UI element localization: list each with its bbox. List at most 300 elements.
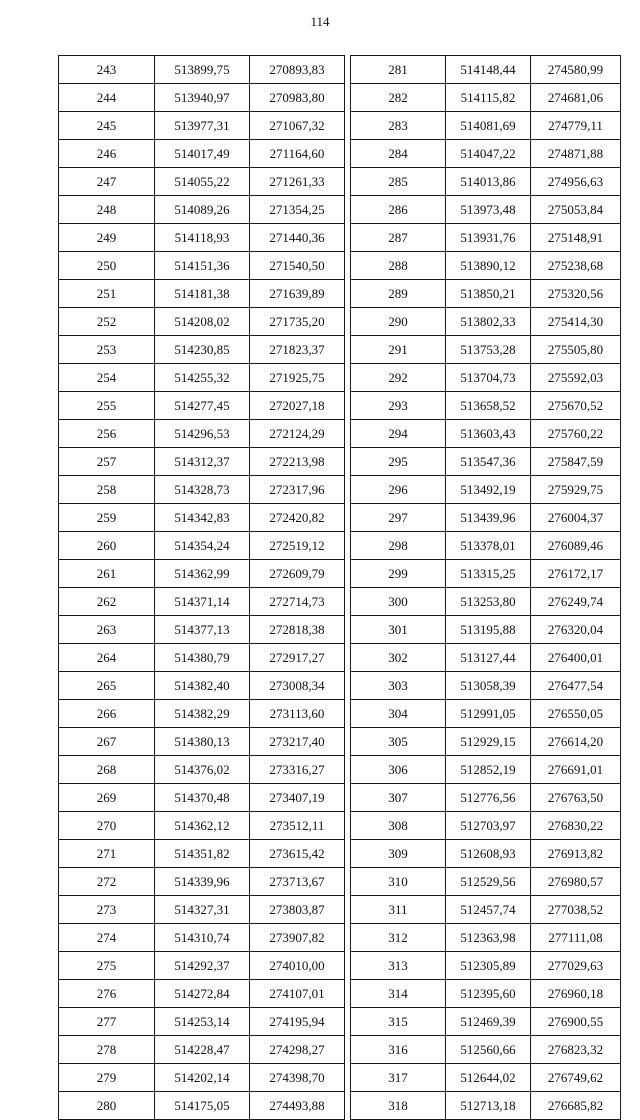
x-coordinate-cell: 513753,28	[446, 336, 531, 364]
x-coordinate-cell: 514255,32	[155, 364, 250, 392]
x-coordinate-cell: 513378,01	[446, 532, 531, 560]
x-coordinate-cell: 512469,39	[446, 1008, 531, 1036]
table-row	[351, 952, 621, 980]
point-number-cell: 275	[59, 952, 155, 980]
y-coordinate-cell: 271540,50	[250, 252, 345, 280]
y-coordinate-cell: 276320,04	[531, 616, 621, 644]
x-coordinate-cell: 514228,47	[155, 1036, 250, 1064]
coordinates-table-left	[58, 55, 345, 1120]
y-coordinate-cell: 276614,20	[531, 728, 621, 756]
point-number-cell: 258	[59, 476, 155, 504]
table-row	[59, 672, 345, 700]
x-coordinate-cell: 514115,82	[446, 84, 531, 112]
y-coordinate-cell: 276749,62	[531, 1064, 621, 1092]
x-coordinate-cell: 513195,88	[446, 616, 531, 644]
table-row	[351, 448, 621, 476]
point-number-cell: 248	[59, 196, 155, 224]
y-coordinate-cell: 274956,63	[531, 168, 621, 196]
table-row	[351, 476, 621, 504]
y-coordinate-cell: 275847,59	[531, 448, 621, 476]
point-number-cell: 285	[351, 168, 446, 196]
table-row	[351, 812, 621, 840]
x-coordinate-cell: 514312,37	[155, 448, 250, 476]
point-number-cell: 282	[351, 84, 446, 112]
point-number-cell: 302	[351, 644, 446, 672]
y-coordinate-cell: 272124,29	[250, 420, 345, 448]
x-coordinate-cell: 514380,13	[155, 728, 250, 756]
y-coordinate-cell: 274580,99	[531, 56, 621, 84]
table-row	[59, 616, 345, 644]
table-row	[59, 364, 345, 392]
table-row	[59, 868, 345, 896]
table-row	[351, 672, 621, 700]
x-coordinate-cell: 514328,73	[155, 476, 250, 504]
y-coordinate-cell: 273615,42	[250, 840, 345, 868]
table-row	[351, 280, 621, 308]
point-number-cell: 246	[59, 140, 155, 168]
x-coordinate-cell: 514362,99	[155, 560, 250, 588]
point-number-cell: 249	[59, 224, 155, 252]
point-number-cell: 316	[351, 1036, 446, 1064]
table-row	[59, 84, 345, 112]
page-number: 114	[310, 14, 330, 29]
y-coordinate-cell: 274493,88	[250, 1092, 345, 1120]
table-row	[59, 980, 345, 1008]
point-number-cell: 311	[351, 896, 446, 924]
point-number-cell: 290	[351, 308, 446, 336]
y-coordinate-cell: 276763,50	[531, 784, 621, 812]
point-number-cell: 293	[351, 392, 446, 420]
x-coordinate-cell: 513850,21	[446, 280, 531, 308]
point-number-cell: 261	[59, 560, 155, 588]
table-row	[351, 1008, 621, 1036]
point-number-cell: 284	[351, 140, 446, 168]
y-coordinate-cell: 273113,60	[250, 700, 345, 728]
x-coordinate-cell: 512457,74	[446, 896, 531, 924]
x-coordinate-cell: 514354,24	[155, 532, 250, 560]
table-row	[351, 868, 621, 896]
point-number-cell: 305	[351, 728, 446, 756]
table-row	[351, 980, 621, 1008]
table-row	[59, 420, 345, 448]
table-row	[59, 784, 345, 812]
table-row	[351, 420, 621, 448]
point-number-cell: 308	[351, 812, 446, 840]
x-coordinate-cell: 514376,02	[155, 756, 250, 784]
x-coordinate-cell: 512363,98	[446, 924, 531, 952]
point-number-cell: 274	[59, 924, 155, 952]
y-coordinate-cell: 274195,94	[250, 1008, 345, 1036]
table-row	[351, 728, 621, 756]
y-coordinate-cell: 276685,82	[531, 1092, 621, 1120]
point-number-cell: 244	[59, 84, 155, 112]
y-coordinate-cell: 271440,36	[250, 224, 345, 252]
table-row	[351, 840, 621, 868]
x-coordinate-cell: 514339,96	[155, 868, 250, 896]
y-coordinate-cell: 271354,25	[250, 196, 345, 224]
x-coordinate-cell: 512776,56	[446, 784, 531, 812]
x-coordinate-cell: 514382,40	[155, 672, 250, 700]
table-row	[59, 1064, 345, 1092]
table-row	[351, 924, 621, 952]
x-coordinate-cell: 512991,05	[446, 700, 531, 728]
point-number-cell: 255	[59, 392, 155, 420]
table-row	[59, 756, 345, 784]
x-coordinate-cell: 512713,18	[446, 1092, 531, 1120]
y-coordinate-cell: 275148,91	[531, 224, 621, 252]
table-row	[351, 616, 621, 644]
x-coordinate-cell: 514327,31	[155, 896, 250, 924]
y-coordinate-cell: 276830,22	[531, 812, 621, 840]
point-number-cell: 303	[351, 672, 446, 700]
x-coordinate-cell: 514055,22	[155, 168, 250, 196]
table-row	[59, 448, 345, 476]
point-number-cell: 247	[59, 168, 155, 196]
y-coordinate-cell: 274871,88	[531, 140, 621, 168]
y-coordinate-cell: 271735,20	[250, 308, 345, 336]
y-coordinate-cell: 275592,03	[531, 364, 621, 392]
y-coordinate-cell: 273316,27	[250, 756, 345, 784]
x-coordinate-cell: 512608,93	[446, 840, 531, 868]
y-coordinate-cell: 277111,08	[531, 924, 621, 952]
x-coordinate-cell: 514382,29	[155, 700, 250, 728]
y-coordinate-cell: 270893,83	[250, 56, 345, 84]
x-coordinate-cell: 514175,05	[155, 1092, 250, 1120]
point-number-cell: 269	[59, 784, 155, 812]
point-number-cell: 264	[59, 644, 155, 672]
point-number-cell: 313	[351, 952, 446, 980]
table-row	[59, 924, 345, 952]
point-number-cell: 295	[351, 448, 446, 476]
table-row	[59, 252, 345, 280]
point-number-cell: 251	[59, 280, 155, 308]
point-number-cell: 250	[59, 252, 155, 280]
table-row	[59, 504, 345, 532]
table-row	[59, 532, 345, 560]
point-number-cell: 310	[351, 868, 446, 896]
table-row	[59, 728, 345, 756]
y-coordinate-cell: 272420,82	[250, 504, 345, 532]
table-row	[351, 168, 621, 196]
x-coordinate-cell: 514148,44	[446, 56, 531, 84]
y-coordinate-cell: 275929,75	[531, 476, 621, 504]
x-coordinate-cell: 514230,85	[155, 336, 250, 364]
table-row	[351, 84, 621, 112]
y-coordinate-cell: 276249,74	[531, 588, 621, 616]
table-row	[351, 644, 621, 672]
x-coordinate-cell: 513802,33	[446, 308, 531, 336]
y-coordinate-cell: 273713,67	[250, 868, 345, 896]
x-coordinate-cell: 514253,14	[155, 1008, 250, 1036]
y-coordinate-cell: 275053,84	[531, 196, 621, 224]
point-number-cell: 266	[59, 700, 155, 728]
x-coordinate-cell: 512703,97	[446, 812, 531, 840]
x-coordinate-cell: 513940,97	[155, 84, 250, 112]
point-number-cell: 296	[351, 476, 446, 504]
point-number-cell: 253	[59, 336, 155, 364]
x-coordinate-cell: 514362,12	[155, 812, 250, 840]
point-number-cell: 270	[59, 812, 155, 840]
point-number-cell: 243	[59, 56, 155, 84]
table-row	[59, 560, 345, 588]
point-number-cell: 271	[59, 840, 155, 868]
point-number-cell: 278	[59, 1036, 155, 1064]
y-coordinate-cell: 271639,89	[250, 280, 345, 308]
point-number-cell: 268	[59, 756, 155, 784]
point-number-cell: 297	[351, 504, 446, 532]
x-coordinate-cell: 514296,53	[155, 420, 250, 448]
y-coordinate-cell: 275320,56	[531, 280, 621, 308]
table-row	[351, 700, 621, 728]
y-coordinate-cell: 271164,60	[250, 140, 345, 168]
x-coordinate-cell: 512305,89	[446, 952, 531, 980]
x-coordinate-cell: 513931,76	[446, 224, 531, 252]
x-coordinate-cell: 514118,93	[155, 224, 250, 252]
x-coordinate-cell: 514272,84	[155, 980, 250, 1008]
table-row	[351, 504, 621, 532]
x-coordinate-cell: 513253,80	[446, 588, 531, 616]
y-coordinate-cell: 272317,96	[250, 476, 345, 504]
table-row	[59, 308, 345, 336]
y-coordinate-cell: 271823,37	[250, 336, 345, 364]
point-number-cell: 260	[59, 532, 155, 560]
table-row	[351, 252, 621, 280]
x-coordinate-cell: 513127,44	[446, 644, 531, 672]
y-coordinate-cell: 272213,98	[250, 448, 345, 476]
x-coordinate-cell: 514081,69	[446, 112, 531, 140]
point-number-cell: 256	[59, 420, 155, 448]
table-row	[59, 840, 345, 868]
x-coordinate-cell: 513492,19	[446, 476, 531, 504]
table-row	[351, 1092, 621, 1120]
x-coordinate-cell: 513058,39	[446, 672, 531, 700]
y-coordinate-cell: 276477,54	[531, 672, 621, 700]
x-coordinate-cell: 514089,26	[155, 196, 250, 224]
x-coordinate-cell: 513547,36	[446, 448, 531, 476]
table-row	[351, 196, 621, 224]
table-row	[59, 168, 345, 196]
point-number-cell: 277	[59, 1008, 155, 1036]
table-row	[351, 336, 621, 364]
y-coordinate-cell: 276400,01	[531, 644, 621, 672]
y-coordinate-cell: 276172,17	[531, 560, 621, 588]
table-row	[59, 112, 345, 140]
y-coordinate-cell: 276960,18	[531, 980, 621, 1008]
x-coordinate-cell: 514351,82	[155, 840, 250, 868]
table-row	[59, 140, 345, 168]
point-number-cell: 259	[59, 504, 155, 532]
point-number-cell: 291	[351, 336, 446, 364]
x-coordinate-cell: 513899,75	[155, 56, 250, 84]
point-number-cell: 312	[351, 924, 446, 952]
point-number-cell: 263	[59, 616, 155, 644]
y-coordinate-cell: 275238,68	[531, 252, 621, 280]
y-coordinate-cell: 276980,57	[531, 868, 621, 896]
y-coordinate-cell: 276913,82	[531, 840, 621, 868]
table-row	[59, 56, 345, 84]
x-coordinate-cell: 514013,86	[446, 168, 531, 196]
table-row	[351, 560, 621, 588]
y-coordinate-cell: 275505,80	[531, 336, 621, 364]
y-coordinate-cell: 272519,12	[250, 532, 345, 560]
y-coordinate-cell: 275760,22	[531, 420, 621, 448]
y-coordinate-cell: 274681,06	[531, 84, 621, 112]
point-number-cell: 299	[351, 560, 446, 588]
point-number-cell: 257	[59, 448, 155, 476]
point-number-cell: 281	[351, 56, 446, 84]
table-row	[351, 364, 621, 392]
x-coordinate-cell: 514371,14	[155, 588, 250, 616]
x-coordinate-cell: 514202,14	[155, 1064, 250, 1092]
x-coordinate-cell: 512560,66	[446, 1036, 531, 1064]
point-number-cell: 304	[351, 700, 446, 728]
point-number-cell: 273	[59, 896, 155, 924]
table-row	[59, 336, 345, 364]
point-number-cell: 307	[351, 784, 446, 812]
y-coordinate-cell: 276550,05	[531, 700, 621, 728]
point-number-cell: 280	[59, 1092, 155, 1120]
point-number-cell: 267	[59, 728, 155, 756]
table-row	[351, 56, 621, 84]
x-coordinate-cell: 512852,19	[446, 756, 531, 784]
y-coordinate-cell: 272714,73	[250, 588, 345, 616]
y-coordinate-cell: 276004,37	[531, 504, 621, 532]
table-row	[59, 476, 345, 504]
point-number-cell: 301	[351, 616, 446, 644]
x-coordinate-cell: 514342,83	[155, 504, 250, 532]
table-row	[351, 308, 621, 336]
table-row	[351, 588, 621, 616]
point-number-cell: 283	[351, 112, 446, 140]
point-number-cell: 279	[59, 1064, 155, 1092]
table-row	[59, 700, 345, 728]
table-row	[351, 140, 621, 168]
point-number-cell: 262	[59, 588, 155, 616]
point-number-cell: 276	[59, 980, 155, 1008]
point-number-cell: 306	[351, 756, 446, 784]
y-coordinate-cell: 276089,46	[531, 532, 621, 560]
y-coordinate-cell: 274779,11	[531, 112, 621, 140]
table-row	[59, 392, 345, 420]
x-coordinate-cell: 512529,56	[446, 868, 531, 896]
y-coordinate-cell: 272027,18	[250, 392, 345, 420]
point-number-cell: 309	[351, 840, 446, 868]
y-coordinate-cell: 273512,11	[250, 812, 345, 840]
table-row	[351, 1036, 621, 1064]
y-coordinate-cell: 276900,55	[531, 1008, 621, 1036]
point-number-cell: 288	[351, 252, 446, 280]
y-coordinate-cell: 273008,34	[250, 672, 345, 700]
x-coordinate-cell: 514208,02	[155, 308, 250, 336]
x-coordinate-cell: 514151,36	[155, 252, 250, 280]
y-coordinate-cell: 274107,01	[250, 980, 345, 1008]
y-coordinate-cell: 275670,52	[531, 392, 621, 420]
x-coordinate-cell: 513658,52	[446, 392, 531, 420]
x-coordinate-cell: 512929,15	[446, 728, 531, 756]
x-coordinate-cell: 512644,02	[446, 1064, 531, 1092]
x-coordinate-cell: 513439,96	[446, 504, 531, 532]
table-row	[351, 224, 621, 252]
x-coordinate-cell: 514277,45	[155, 392, 250, 420]
x-coordinate-cell: 514292,37	[155, 952, 250, 980]
table-row	[59, 1008, 345, 1036]
y-coordinate-cell: 276691,01	[531, 756, 621, 784]
x-coordinate-cell: 514377,13	[155, 616, 250, 644]
table-row	[59, 588, 345, 616]
x-coordinate-cell: 513977,31	[155, 112, 250, 140]
y-coordinate-cell: 271067,32	[250, 112, 345, 140]
x-coordinate-cell: 513315,25	[446, 560, 531, 588]
x-coordinate-cell: 514380,79	[155, 644, 250, 672]
y-coordinate-cell: 277038,52	[531, 896, 621, 924]
table-row	[351, 112, 621, 140]
table-row	[351, 1064, 621, 1092]
point-number-cell: 292	[351, 364, 446, 392]
y-coordinate-cell: 270983,80	[250, 84, 345, 112]
table-row	[351, 896, 621, 924]
x-coordinate-cell: 514370,48	[155, 784, 250, 812]
y-coordinate-cell: 272818,38	[250, 616, 345, 644]
x-coordinate-cell: 513704,73	[446, 364, 531, 392]
y-coordinate-cell: 271261,33	[250, 168, 345, 196]
y-coordinate-cell: 275414,30	[531, 308, 621, 336]
point-number-cell: 265	[59, 672, 155, 700]
point-number-cell: 314	[351, 980, 446, 1008]
y-coordinate-cell: 274010,00	[250, 952, 345, 980]
point-number-cell: 294	[351, 420, 446, 448]
point-number-cell: 317	[351, 1064, 446, 1092]
y-coordinate-cell: 272609,79	[250, 560, 345, 588]
x-coordinate-cell: 512395,60	[446, 980, 531, 1008]
table-row	[59, 952, 345, 980]
table-row	[59, 644, 345, 672]
table-row	[351, 756, 621, 784]
y-coordinate-cell: 273907,82	[250, 924, 345, 952]
table-row	[59, 1036, 345, 1064]
x-coordinate-cell: 513603,43	[446, 420, 531, 448]
point-number-cell: 298	[351, 532, 446, 560]
table-row	[59, 896, 345, 924]
x-coordinate-cell: 513890,12	[446, 252, 531, 280]
x-coordinate-cell: 514017,49	[155, 140, 250, 168]
point-number-cell: 252	[59, 308, 155, 336]
point-number-cell: 287	[351, 224, 446, 252]
x-coordinate-cell: 514047,22	[446, 140, 531, 168]
y-coordinate-cell: 273217,40	[250, 728, 345, 756]
y-coordinate-cell: 273803,87	[250, 896, 345, 924]
point-number-cell: 254	[59, 364, 155, 392]
table-row	[351, 784, 621, 812]
y-coordinate-cell: 271925,75	[250, 364, 345, 392]
y-coordinate-cell: 276823,32	[531, 1036, 621, 1064]
y-coordinate-cell: 273407,19	[250, 784, 345, 812]
coordinates-table-right	[350, 55, 621, 1120]
table-row	[59, 196, 345, 224]
point-number-cell: 245	[59, 112, 155, 140]
point-number-cell: 300	[351, 588, 446, 616]
x-coordinate-cell: 513973,48	[446, 196, 531, 224]
point-number-cell: 315	[351, 1008, 446, 1036]
point-number-cell: 289	[351, 280, 446, 308]
point-number-cell: 318	[351, 1092, 446, 1120]
y-coordinate-cell: 272917,27	[250, 644, 345, 672]
table-row	[59, 224, 345, 252]
table-row	[59, 812, 345, 840]
point-number-cell: 286	[351, 196, 446, 224]
y-coordinate-cell: 274398,70	[250, 1064, 345, 1092]
table-row	[59, 280, 345, 308]
table-row	[351, 392, 621, 420]
